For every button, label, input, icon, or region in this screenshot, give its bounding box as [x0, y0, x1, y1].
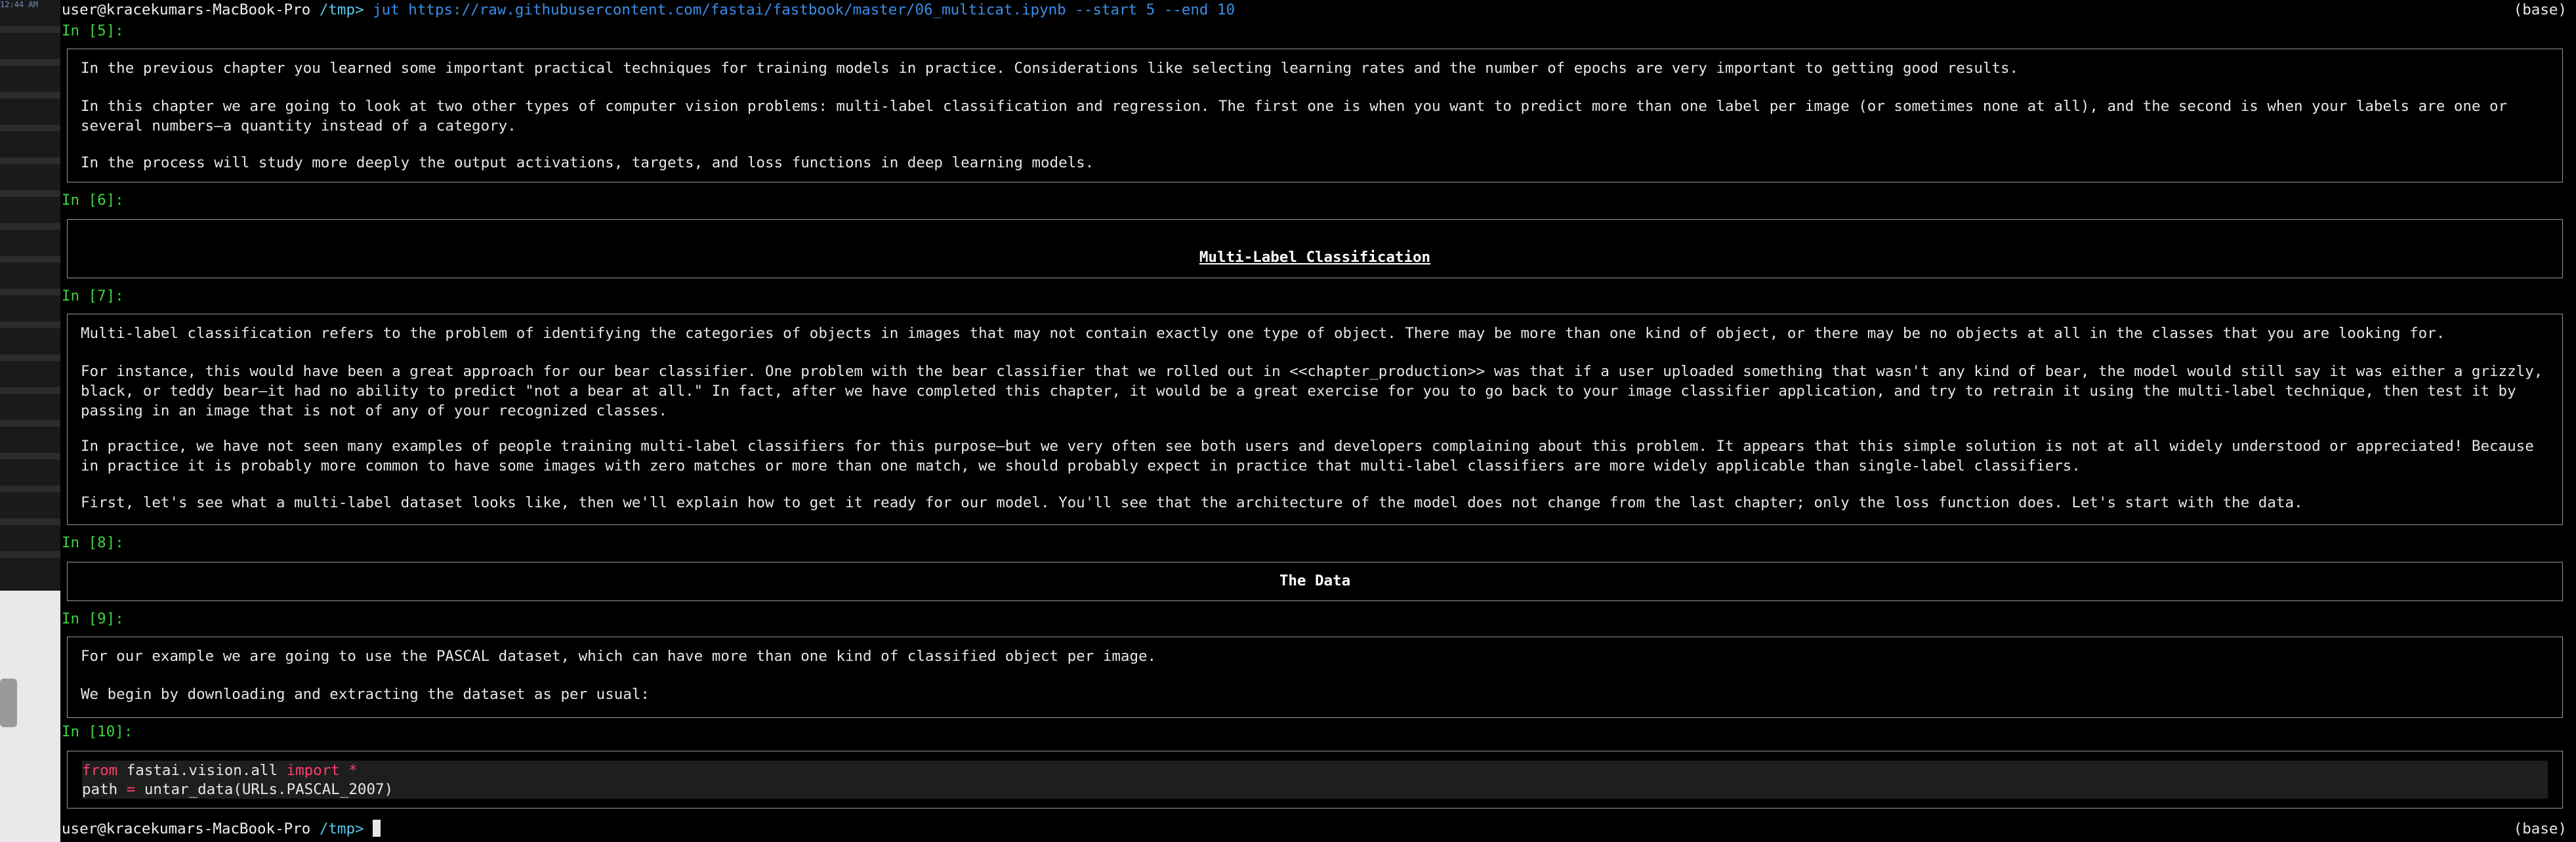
conda-env-badge: (base) — [2513, 820, 2567, 837]
markdown-cell — [67, 49, 2563, 182]
code-line — [82, 761, 358, 780]
code-variable: path — [82, 781, 118, 798]
background-window-line — [0, 26, 60, 33]
background-window-line — [0, 125, 60, 131]
trash-icon[interactable] — [0, 679, 17, 727]
background-window-line — [0, 486, 60, 492]
code-star: * — [348, 762, 358, 779]
heading-the-data: The Data — [1279, 572, 1351, 589]
code-keyword: from — [82, 762, 118, 779]
cell-paragraph: In the process will study more deeply the output activations, targets, and loss functions in deep learning models. — [81, 154, 1094, 171]
heading-cell — [67, 219, 2563, 278]
cell-label: In [6]: — [62, 192, 124, 209]
background-window-line — [0, 59, 60, 66]
cell-paragraph: We begin by downloading and extracting the dataset as per usual: — [81, 686, 650, 703]
cell-paragraph: In this chapter we are going to look at two other types of computer vision problems: multi-label classification and regression. The first one is when you want to predict more than one label per image (or sometimes none at all), and the second is when your labels are one or several numbers—a quantity instead of a category. — [81, 98, 2508, 135]
background-window-line — [0, 387, 60, 394]
command-line — [62, 0, 1235, 20]
background-window-line — [0, 551, 60, 558]
terminal-window[interactable] — [60, 0, 2576, 842]
conda-env-badge: (base) — [2513, 1, 2567, 18]
code-module: fastai.vision.all — [126, 762, 278, 779]
shell-prompt-line[interactable] — [62, 819, 381, 839]
code-block — [82, 761, 2548, 799]
background-window-line — [0, 354, 60, 361]
cell-label: In [10]: — [62, 723, 133, 740]
cell-paragraph: For our example we are going to use the PASCAL dataset, which can have more than one kind of classified object per image. — [81, 648, 1157, 665]
background-window-line — [0, 158, 60, 164]
cell-paragraph: In the previous chapter you learned some important practical techniques for training models in practice. Considerations like selecting learning rates and the number of epochs are very important to getting good results. — [81, 60, 2019, 77]
cell-paragraph: Multi-label classification refers to the problem of identifying the categories of objects in images that may not contain exactly one type of object. There may be more than one kind of object, or there may be no objects at all in the classes that you are looking for. — [81, 325, 2445, 342]
heading-multi-label-classification: Multi-Label Classification — [1199, 249, 1431, 266]
prompt-cwd: /tmp> — [319, 820, 364, 837]
cell-paragraph: In practice, we have not seen many examples of people training multi-label classifiers for this purpose—but we very often see both users and developers complaining about this problem. It appears that this simple solution is not at all widely understood or appreciated! Because in practice it is probably more common to have some images with zero matches or more than one match, we should probably expect in practice that multi-label classifiers are more widely applicable than single-label classifiers. — [81, 438, 2534, 474]
command-text: jut https://raw.githubusercontent.com/fastai/fastbook/master/06_multicat.ipynb --start 5 --end 10 — [373, 1, 1236, 18]
cell-paragraph: First, let's see what a multi-label dataset looks like, then we'll explain how to get it ready for our model. You'll see that the architecture of the model does not change from the last chapter; only the loss function does. Let's start with the data. — [81, 494, 2303, 511]
heading-cell — [67, 562, 2563, 601]
prompt-user-host: user@kracekumars-MacBook-Pro — [62, 1, 311, 18]
cell-label: In [9]: — [62, 610, 124, 627]
code-call: untar_data(URLs.PASCAL_2007) — [144, 781, 394, 798]
prompt-user-host: user@kracekumars-MacBook-Pro — [62, 820, 311, 837]
cell-paragraph: For instance, this would have been a great approach for our bear classifier. One problem with the bear classifier that we rolled out in <<chapter_production>> was that if a user uploaded something that wasn't any kind of bear, the model would still say it was either a grizzly, black, or teddy bear—it had no ability to predict "not a bear at all." In fact, after we have completed this chapter, it would be a great exercise for you to go back to your image classifier application, and try to retrain it using the multi-label technique, then test it by passing in an image that is not of any of your recognized classes. — [81, 363, 2543, 419]
background-window-line — [0, 223, 60, 230]
background-window-line — [0, 518, 60, 525]
markdown-cell — [67, 314, 2563, 525]
background-window-line — [0, 453, 60, 459]
background-window-line — [0, 289, 60, 295]
markdown-cell — [67, 637, 2563, 718]
background-window-line — [0, 322, 60, 328]
cell-label: In [5]: — [62, 22, 124, 39]
background-window-line — [0, 92, 60, 98]
code-operator: = — [126, 781, 136, 798]
menu-clock: 12:44 AM — [0, 0, 38, 9]
background-window-line — [0, 256, 60, 263]
prompt-cwd: /tmp> — [319, 1, 364, 18]
text-cursor — [373, 820, 381, 837]
cell-label: In [8]: — [62, 534, 124, 551]
background-window-line — [0, 420, 60, 427]
cell-label: In [7]: — [62, 287, 124, 305]
code-keyword: import — [286, 762, 340, 779]
background-window-line — [0, 190, 60, 197]
code-line — [82, 780, 393, 799]
code-cell — [67, 751, 2563, 809]
desktop-strip — [0, 0, 60, 842]
